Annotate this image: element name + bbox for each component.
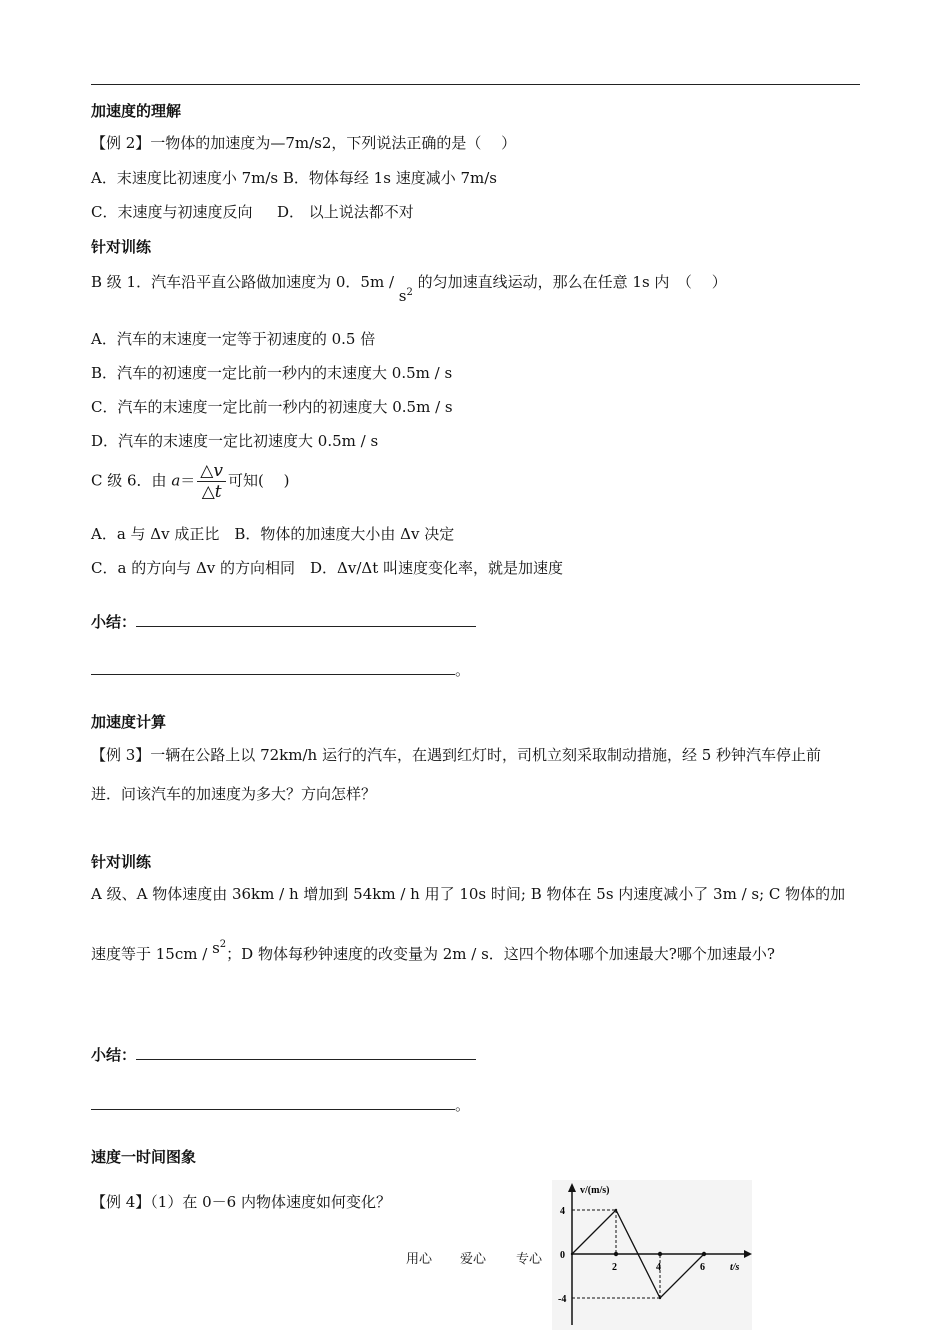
question-c6-suffix: 可知( ) <box>227 471 290 490</box>
unit-s: s <box>212 939 220 957</box>
question-c6 <box>91 461 289 502</box>
summary-1-period: 。 <box>455 661 471 679</box>
question-c6-options-cd: C．a 的方向与 Δv 的方向相同 D．Δv/Δt 叫速度变化率，就是加速度 <box>91 559 564 577</box>
section-heading-acceleration-calc: 加速度计算 <box>91 713 167 731</box>
equals-sign: ＝ <box>180 471 196 490</box>
summary-2-label: 小结： <box>91 1046 137 1064</box>
example-2-options-ab: A．末速度比初速度小 7m/s B．物体每经 1s 速度减小 7m/s <box>91 169 497 187</box>
y-axis-label: v/(m/s) <box>580 1185 610 1196</box>
x-tick-label: 2 <box>612 1262 617 1273</box>
summary-2-line-2 <box>91 1095 470 1115</box>
question-b1 <box>91 269 727 305</box>
question-a-suffix: ；D 物体每秒钟速度的改变量为 2m / s．这四个物体哪个加速最大?哪个加速最小? <box>226 945 775 963</box>
summary-2-period: 。 <box>455 1096 471 1114</box>
x-tick-label: 6 <box>700 1262 705 1273</box>
unit-exponent: 2 <box>406 287 413 298</box>
question-a-line-1: A 级、A 物体速度由 36km / h 增加到 54km / h 用了 10s 时间; B 物体在 5s 内速度减小了 3m / s; C 物体的加 <box>91 885 846 903</box>
unit-exponent: 2 <box>219 939 227 950</box>
y-tick-label: -4 <box>558 1294 567 1305</box>
question-b1-unit <box>399 287 413 305</box>
section-heading-vt-graph: 速度一时间图象 <box>91 1148 197 1166</box>
data-point <box>703 1253 705 1255</box>
example-2-options-cd: C．末速度与初速度反向 D． 以上说法都不对 <box>91 203 414 221</box>
footer-text-1: 用心 <box>406 1252 433 1267</box>
footer-text-3: 专心 <box>516 1252 543 1267</box>
data-point <box>615 1209 617 1211</box>
symbol-a: a <box>171 471 181 490</box>
example-4-question: 【例 4】（1）在 0－6 内物体速度如何变化？ <box>91 1193 391 1211</box>
footer-text-2: 爱心 <box>460 1252 487 1267</box>
summary-2 <box>91 1045 476 1065</box>
x-axis-label: t/s <box>730 1262 740 1273</box>
question-b1-suffix: 的匀加速直线运动，那么在任意 1s 内 （ ） <box>417 273 727 291</box>
summary-2-blank <box>136 1045 476 1060</box>
question-b1-option-b: B．汽车的初速度一定比前一秒内的末速度大 0.5m / s <box>91 364 453 382</box>
y-tick-label: 4 <box>560 1206 565 1217</box>
example-3-line-2: 进．问该汽车的加速度为多大？方向怎样？ <box>91 785 377 803</box>
example-2-question: 【例 2】一物体的加速度为—7m/s2，下列说法正确的是（ ） <box>91 134 517 152</box>
x-tick-mark <box>658 1252 662 1256</box>
question-b1-option-d: D．汽车的末速度一定比初速度大 0.5m / s <box>91 432 379 450</box>
question-a-line-2 <box>91 941 775 964</box>
chart-background <box>552 1180 752 1330</box>
data-point <box>571 1253 573 1255</box>
vt-graph <box>552 1180 752 1330</box>
summary-2-blank-2 <box>91 1095 455 1110</box>
question-a-prefix: 速度等于 15cm / <box>91 945 208 963</box>
y-tick-label: 0 <box>560 1250 565 1261</box>
summary-1-blank-2 <box>91 660 455 675</box>
question-b1-option-a: A．汽车的末速度一定等于初速度的 0.5 倍 <box>91 330 376 348</box>
question-b1-option-c: C．汽车的末速度一定比前一秒内的初速度大 0.5m / s <box>91 398 453 416</box>
header-rule <box>91 84 860 85</box>
training-heading-1: 针对训练 <box>91 238 152 256</box>
fraction-numerator: △v <box>197 461 226 482</box>
question-b1-prefix: B 级 1．汽车沿平直公路做加速度为 0．5m / <box>91 273 395 291</box>
training-heading-2: 针对训练 <box>91 853 152 871</box>
question-c6-options-ab: A．a 与 Δv 成正比 B．物体的加速度大小由 Δv 决定 <box>91 525 455 543</box>
summary-1-line-2 <box>91 660 470 680</box>
section-heading-acceleration-understanding: 加速度的理解 <box>91 102 182 120</box>
data-point <box>659 1297 661 1299</box>
fraction-dv-dt <box>197 461 226 502</box>
question-a-unit <box>212 939 226 957</box>
summary-1-label: 小结： <box>91 613 137 631</box>
summary-1-blank <box>136 612 476 627</box>
fraction-denominator: △t <box>201 482 222 502</box>
x-tick-label: 4 <box>656 1262 661 1273</box>
question-c6-prefix: C 级 6．由 <box>91 471 172 490</box>
unit-s: s <box>398 287 407 305</box>
summary-1 <box>91 612 476 632</box>
x-tick-mark <box>614 1252 618 1256</box>
example-3-line-1: 【例 3】一辆在公路上以 72km/h 运行的汽车，在遇到红灯时，司机立刻采取制动措施，经 5 秒钟汽车停止前 <box>91 746 822 764</box>
